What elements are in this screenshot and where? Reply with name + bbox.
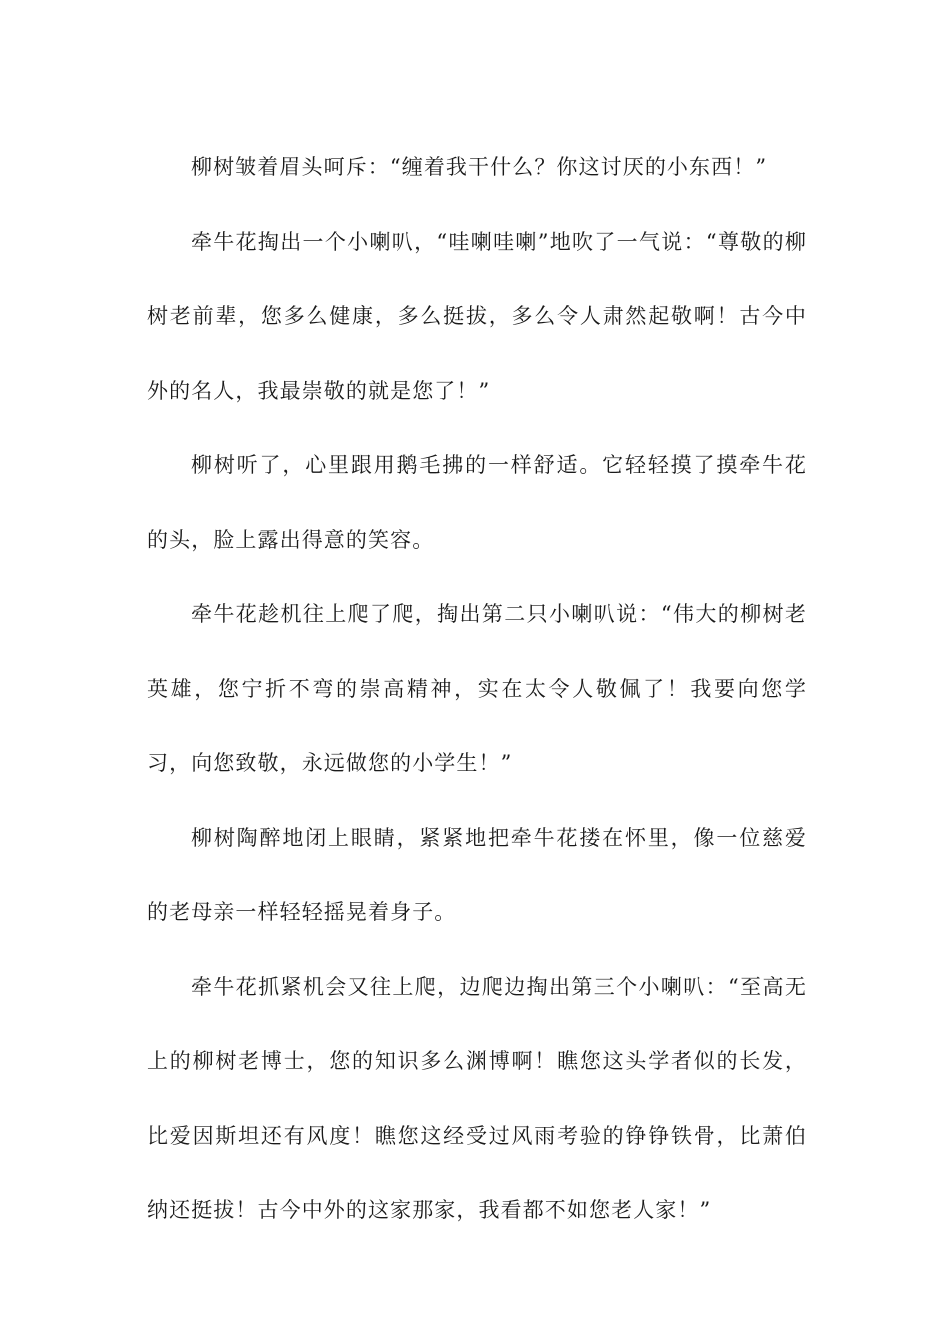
paragraph: 牵牛花掏出一个小喇叭，“哇喇哇喇”地吹了一气说：“尊敬的柳树老前辈，您多么健康，多么挺拔，多么令人肃然起敬啊！古今中外的名人，我最崇敬的就是您了！” — [147, 229, 807, 403]
paragraph: 牵牛花抓紧机会又往上爬，边爬边掏出第三个小喇叭：“至高无上的柳树老博士，您的知识多么渊博啊！瞧您这头学者似的长发，比爱因斯坦还有风度！瞧您这经受过风雨考验的铮铮铁骨，比萧伯纳还挺拔！古今中外的这家那家，我看都不如您老人家！” — [147, 974, 807, 1222]
paragraph: 牵牛花趁机往上爬了爬，掏出第二只小喇叭说：“伟大的柳树老英雄，您宁折不弯的崇高精神，实在太令人敬佩了！我要向您学习，向您致敬，永远做您的小学生！” — [147, 602, 807, 775]
paragraph: 柳树听了，心里跟用鹅毛拂的一样舒适。它轻轻摸了摸牵牛花的头，脸上露出得意的笑容。 — [147, 453, 807, 552]
paragraph: 柳树皱着眉头呵斥：“缠着我干什么？你这讨厌的小东西！” — [191, 155, 768, 179]
document-body — [147, 130, 807, 1248]
paragraph: 柳树陶醉地闭上眼睛，紧紧地把牵牛花搂在怀里，像一位慈爱的老母亲一样轻轻摇晃着身子。 — [147, 825, 807, 924]
